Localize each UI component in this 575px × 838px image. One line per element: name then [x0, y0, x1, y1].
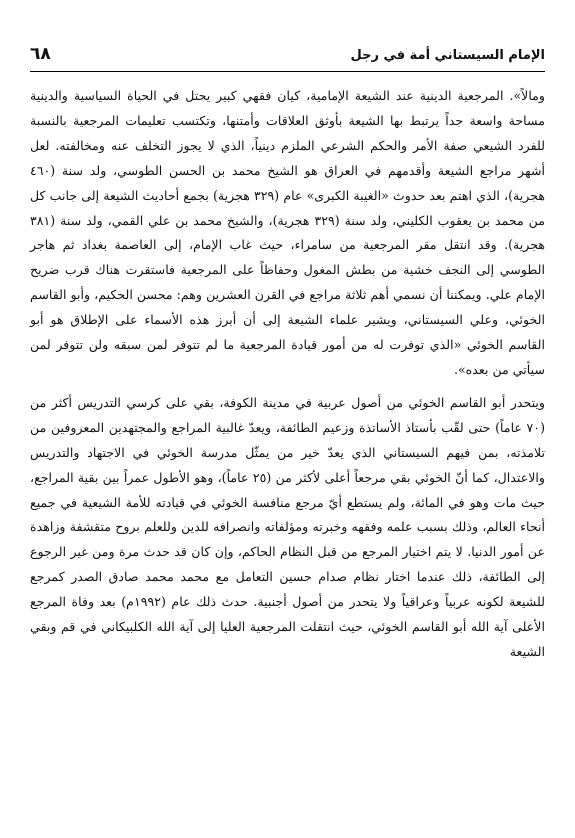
- paragraph: ومالاً». المرجعية الدينية عند الشيعة الإمامية، كيان فقهي كبير يحتل في الحياة السياسية والدينية مساحة واسعة جداً يرتبط بها الشيعة بأوثق العلاقات وأمتنها، وتكتسب تعليمات المرجعية بالنسبة للفرد الشيعي صفة الأمر والحكم الشرعي الملزم دينياً، الذي لا يجوز التخلف عنه ومخالفته. لعل أشهر مراجع الشيعة وأقدمهم في العراق هو الشيخ محمد بن الحسن الطوسي، ولد سنة (٤٦٠ هجرية)، الذي اهتم بعد حدوث «الغيبة الكبرى» عام (٣٢٩ هجرية) بجمع أحاديث الشيعة إلى جانب كل من محمد بن يعقوب الكليني، ولد سنة (٣٢٩ هجرية)، والشيخ محمد بن علي القمي، ولد سنة (٣٨١ هجرية). وقد انتقل مقر المرجعية من سامراء، حيث غاب الإمام، إلى العاصمة بغداد ثم هاجر الطوسي إلى النجف خشية من بطش المغول وحفاظاً على المرجعية فاستقرت هناك قرب ضريح الإمام علي. ويمكننا أن نسمي أهم ثلاثة مراجع في القرن العشرين وهم: محسن الحكيم، وأبو القاسم الخوئي، وعلي السيستاني، ويشير علماء الشيعة إلى أن أبرز هذه الأسماء على الإطلاق هو أبو القاسم الخوئي «الذي توفرت له من أمور قيادة المرجعية ما لم تتوفر لمن سبقه ولن تتوفر لمن سيأتي من بعده».: [30, 88, 545, 377]
- page-header: [30, 40, 545, 70]
- paragraph: ويتحدر أبو القاسم الخوئي من أصول عربية في مدينة الكوفة، بقي على كرسي التدريس أكثر من (٧٠ عاماً) حتى لقّب بأستاذ الأساتذة وزعيم الطائفة، ويعدّ غالبية المراجع والمجتهدين المعروفين من تلامذته، بمن فيهم السيستاني الذي يعدّ خير من يمثّل مدرسة الخوئي في الاجتهاد والتدريس والاعتدال، كما أنّ الخوئي بقي مرجعاً أعلى لأكثر من (٢٥ عاماً)، وهو الأطول عمراً بين بقية المراجع، حيث مات وهو في المائة، ولم يستطع أيّ مرجع منافسة الخوئي في قيادته للأمة الشيعية في جميع أنحاء العالم، وذلك بسبب علمه وفقهه وخبرته ومؤلفاته وانصرافه للدين وللعلم بروح متقشفة وزاهدة عن أمور الدنيا. لا يتم اختيار المرجع من قبل النظام الحاكم، وإن كان قد حدث مرة ومن غير الرجوع إلى الطائفة، ذلك عندما اختار نظام صدام حسين التعامل مع محمد محمد صادق الصدر كمرجع للشيعة لكونه عربياً وعراقياً ولا يتحدر من أصول أجنبية. حدث ذلك عام (١٩٩٢م) بعد وفاة المرجع الأعلى آية الله أبو القاسم الخوئي، حيث انتقلت المرجعية العليا إلى آية الله الكلبيكاني في قم وبقي الشيعة: [30, 394, 545, 659]
- header-rule: [30, 71, 545, 72]
- running-title: الإمام السيستاني أمة في رجل: [350, 48, 545, 63]
- body-text: [30, 84, 545, 665]
- page-number: ٦٨: [30, 44, 51, 64]
